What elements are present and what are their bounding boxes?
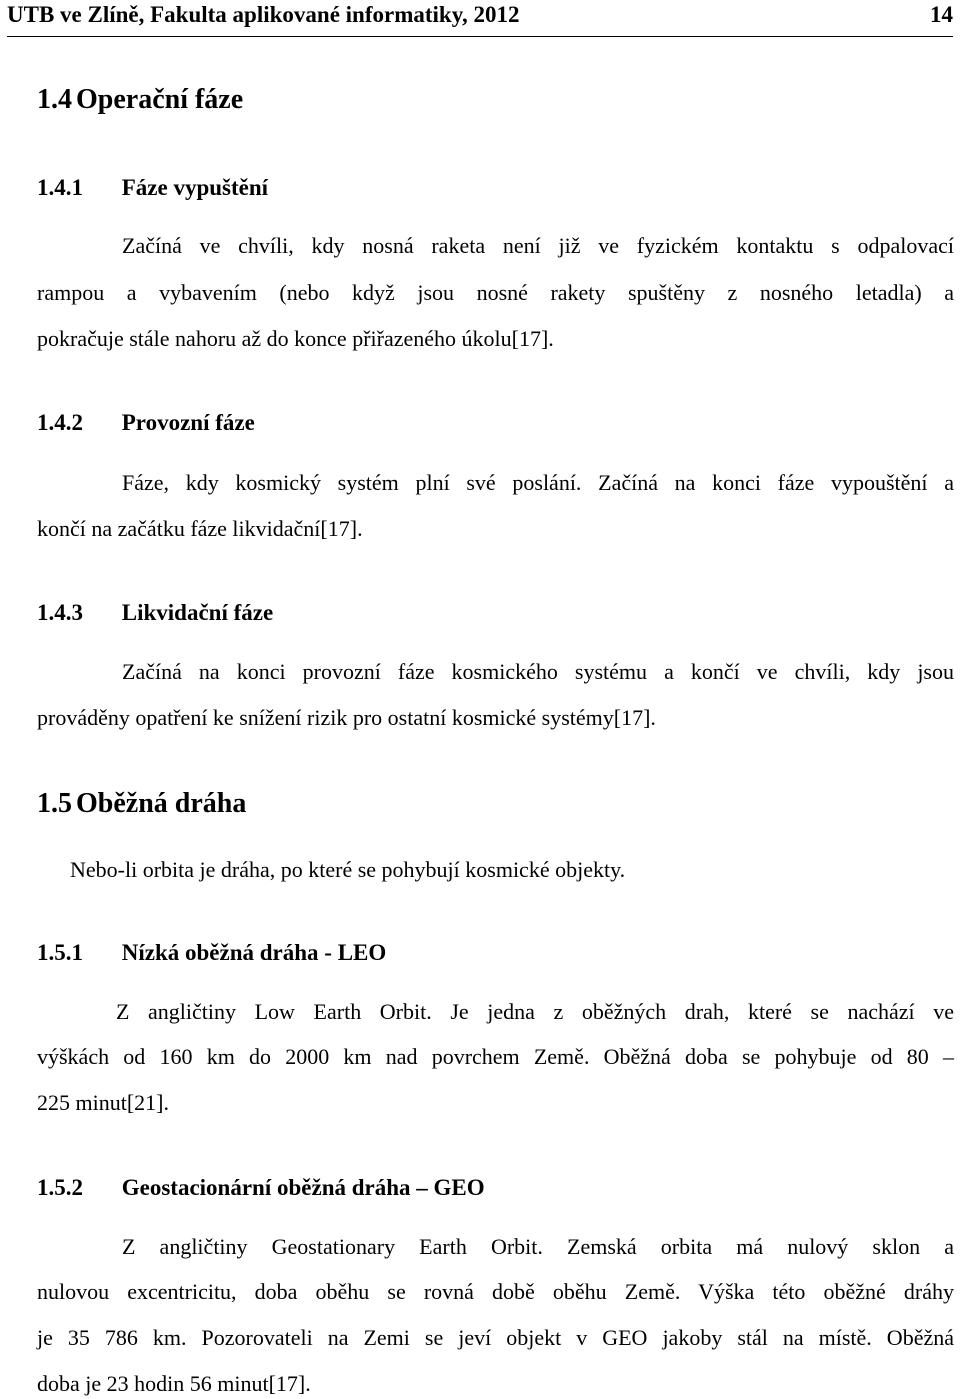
paragraph-line: výškách od 160 km do 2000 km nad povrchem Země. Oběžná doba se pohybuje od 80 – xyxy=(37,1044,954,1069)
paragraph-line: prováděny opatření ke snížení rizik pro ostatní kosmické systémy[17]. xyxy=(37,705,656,730)
section-title: Operační fáze xyxy=(76,84,244,115)
subsection-number: 1.4.2 xyxy=(37,410,83,435)
subsection-title: Geostacionární oběžná dráha – GEO xyxy=(121,1175,485,1200)
subsection-number: 1.5.1 xyxy=(37,940,83,965)
paragraph-line: Nebo-li orbita je dráha, po které se pohybují kosmické objekty. xyxy=(70,857,626,882)
paragraph-line: Začíná na konci provozní fáze kosmického systému a končí ve chvíli, kdy jsou xyxy=(122,659,954,684)
subsection-title: Nízká oběžná dráha - LEO xyxy=(121,940,387,965)
section-title: Oběžná dráha xyxy=(76,788,247,819)
paragraph-line: je 35 786 km. Pozorovateli na Zemi se jeví objekt v GEO jakoby stál na místě. Oběžná xyxy=(37,1325,954,1350)
subsection-title: Likvidační fáze xyxy=(121,600,274,625)
paragraph-line: rampou a vybavením (nebo když jsou nosné rakety spuštěny z nosného letadla) a xyxy=(37,280,954,305)
paragraph-line: Začíná ve chvíli, kdy nosná raketa není již ve fyzickém kontaktu s odpalovací xyxy=(122,233,954,258)
paragraph-line: 225 minut[21]. xyxy=(37,1090,169,1115)
subsection-title: Provozní fáze xyxy=(121,410,255,435)
subsection-number: 1.4.3 xyxy=(37,600,83,625)
paragraph-line: doba je 23 hodin 56 minut[17]. xyxy=(37,1371,311,1396)
paragraph-line: Z angličtiny Low Earth Orbit. Je jedna z oběžných drah, které se nachází ve xyxy=(116,999,954,1024)
running-header xyxy=(7,0,953,37)
page-number: 14 xyxy=(930,2,953,27)
subsection-title: Fáze vypuštění xyxy=(121,175,269,200)
paragraph-line: Z angličtiny Geostationary Earth Orbit. Zemská orbita má nulový sklon a xyxy=(122,1234,954,1259)
header-title: UTB ve Zlíně, Fakulta aplikované informatiky, 2012 xyxy=(7,2,520,27)
subsection-number: 1.4.1 xyxy=(37,175,83,200)
paragraph-line: pokračuje stále nahoru až do konce přiřazeného úkolu[17]. xyxy=(37,326,554,351)
section-heading-1-4 xyxy=(37,84,243,116)
subsection-heading-1-5-2 xyxy=(37,1175,485,1201)
section-heading-1-5 xyxy=(37,788,246,820)
subsection-heading-1-4-3 xyxy=(37,600,273,626)
subsection-heading-1-4-2 xyxy=(37,410,255,436)
subsection-heading-1-5-1 xyxy=(37,940,386,966)
section-number: 1.4 xyxy=(37,84,72,115)
paragraph-line: končí na začátku fáze likvidační[17]. xyxy=(37,516,363,541)
section-number: 1.5 xyxy=(37,788,72,819)
subsection-heading-1-4-1 xyxy=(37,175,268,201)
paragraph-line: Fáze, kdy kosmický systém plní své poslání. Začíná na konci fáze vypouštění a xyxy=(122,470,954,495)
paragraph-line: nulovou excentricitu, doba oběhu se rovná době oběhu Země. Výška této oběžné dráhy xyxy=(37,1279,954,1304)
subsection-number: 1.5.2 xyxy=(37,1175,83,1200)
